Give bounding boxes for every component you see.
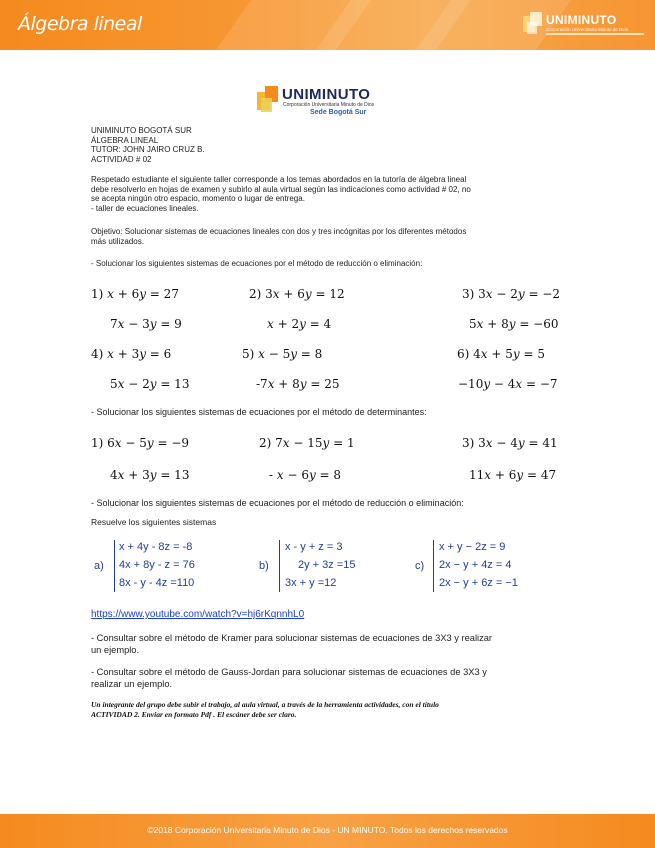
- equation: - 𝑥 − 6𝑦 = 8: [269, 468, 342, 482]
- equation: 1) 6𝑥 − 5𝑦 = −9: [91, 436, 190, 450]
- section3-heading: - Solucionar los siguientes sistemas de ecuaciones por el método de reducción o eliminación:: [91, 498, 464, 508]
- system-equation: 4x + 8y - z = 76: [119, 559, 195, 571]
- system-equation: 2x − y + 4z = 4: [439, 559, 512, 571]
- info-line: ÁLGEBRA LINEAL: [91, 135, 159, 145]
- submission-note: [91, 700, 561, 720]
- system-equation: 8x - y - 4z =110: [119, 577, 195, 589]
- system-equation: 3x + y =12: [285, 577, 337, 589]
- consult-gauss-jordan: [91, 666, 571, 690]
- objective-line: más utilizados.: [91, 236, 144, 246]
- equation: 5) 𝑥 − 5𝑦 = 8: [242, 347, 323, 361]
- equation: 𝑥 + 2𝑦 = 4: [267, 317, 332, 331]
- header-logo-rule: [546, 33, 644, 35]
- equation: 4𝑥 + 3𝑦 = 13: [110, 468, 190, 482]
- page-footer: [0, 814, 655, 848]
- equation: 11𝑥 + 6𝑦 = 47: [469, 468, 557, 482]
- system-label: b): [259, 560, 269, 572]
- document-logo: [256, 86, 402, 122]
- note-line: ACTIVIDAD 2. Enviar en formato Pdf . El escáner debe ser claro.: [91, 710, 297, 719]
- system-equation: 2x − y + 6z = −1: [439, 577, 518, 589]
- system-label: a): [94, 560, 104, 572]
- course-title: Álgebra lineal: [18, 13, 142, 35]
- objective-line: Objetivo: Solucionar sistemas de ecuaciones lineales con dos y tres incógnitas por los diferentes métodos: [91, 227, 467, 236]
- info-block: [91, 126, 561, 164]
- consult-line: - Consultar sobre el método de Gauss-Jordan para solucionar sistemas de ecuaciones de 3X3 y: [91, 667, 487, 677]
- objective-paragraph: [91, 227, 571, 246]
- system-equation: x + 4y - 8z = -8: [119, 541, 193, 553]
- copyright-text: ©2018 Corporación Universitaria Minuto de Dios - UN MINUTO. Todos los derechos reservados: [147, 825, 508, 835]
- equation: 4) 𝑥 + 3𝑦 = 6: [91, 347, 172, 361]
- equation: 2) 7𝑥 − 15𝑦 = 1: [259, 436, 355, 450]
- consult-kramer: [91, 632, 571, 656]
- uniminuto-logo-icon: [256, 86, 280, 114]
- system-brace: [279, 540, 284, 592]
- equation: 2) 3𝑥 + 6𝑦 = 12: [249, 287, 345, 301]
- intro-line: - taller de ecuaciones lineales.: [91, 203, 199, 213]
- section2-heading: - Solucionar los siguientes sistemas de ecuaciones por el método de determinantes:: [91, 407, 427, 417]
- consult-line: - Consultar sobre el método de Kramer para solucionar sistemas de ecuaciones de 3X3 y realizar: [91, 633, 493, 643]
- logo-sede: Sede Bogotá Sur: [310, 109, 367, 116]
- equation: 5𝑥 + 8𝑦 = −60: [469, 317, 559, 331]
- intro-line: debe resolverlo en hojas de examen y subirlo al aula virtual según las indicaciones como actividad # 02, no: [91, 184, 471, 194]
- page-header: [0, 0, 655, 50]
- consult-line: un ejemplo.: [91, 645, 140, 655]
- youtube-link[interactable]: https://www.youtube.com/watch?v=hj6rKqnnhL0: [91, 609, 305, 620]
- info-line: ACTIVIDAD # 02: [91, 154, 152, 164]
- intro-line: Respetado estudiante el siguiente taller corresponde a los temas abordados en la tutoría de álgebra lineal: [91, 175, 467, 184]
- equation: 6) 4𝑥 + 5𝑦 = 5: [457, 347, 545, 361]
- header-logo-name: UNIMINUTO: [546, 13, 617, 27]
- intro-paragraph: [91, 175, 571, 213]
- system-equation: 2y + 3z =15: [298, 559, 356, 571]
- equation: 3) 3𝑥 − 2𝑦 = −2: [462, 287, 561, 301]
- equation: −10𝑦 − 4𝑥 = −7: [458, 377, 558, 391]
- info-line: TUTOR: JOHN JAIRO CRUZ B.: [91, 145, 205, 154]
- intro-line: se acepta ningún otro espacio, momento o lugar de entrega.: [91, 194, 305, 203]
- section3-subheading: Resuelve los siguientes sistemas: [91, 517, 217, 527]
- equation: 5𝑥 − 2𝑦 = 13: [110, 377, 190, 391]
- equation: 7𝑥 − 3𝑦 = 9: [110, 317, 182, 331]
- system-label: c): [415, 560, 425, 572]
- system-equation: x - y + z = 3: [285, 541, 343, 553]
- section1-heading: - Solucionar los siguientes sistemas de ecuaciones por el método de reducción o eliminación:: [91, 259, 423, 268]
- system-equation: x + y − 2z = 9: [439, 541, 506, 553]
- system-brace: [433, 540, 438, 592]
- note-line: Un integrante del grupo debe subir el trabajo, al aula virtual, a través de la herramienta actividades, con el título: [91, 700, 439, 709]
- header-logo-subtitle: Corporación Universitaria Minuto de Dios: [546, 27, 629, 32]
- header-logo: [522, 12, 646, 38]
- info-line: UNIMINUTO BOGOTÁ SUR: [91, 126, 192, 135]
- logo-name: UNIMINUTO: [282, 86, 371, 103]
- consult-line: realizar un ejemplo.: [91, 679, 173, 689]
- equation: -7𝑥 + 8𝑦 = 25: [256, 377, 340, 391]
- uniminuto-logo-icon: [522, 12, 544, 36]
- equation: 1) 𝑥 + 6𝑦 = 27: [91, 287, 179, 301]
- equation: 3) 3𝑥 − 4𝑦 = 41: [462, 436, 558, 450]
- logo-subtitle: Corporación Universitaria Minuto de Dios: [283, 102, 375, 108]
